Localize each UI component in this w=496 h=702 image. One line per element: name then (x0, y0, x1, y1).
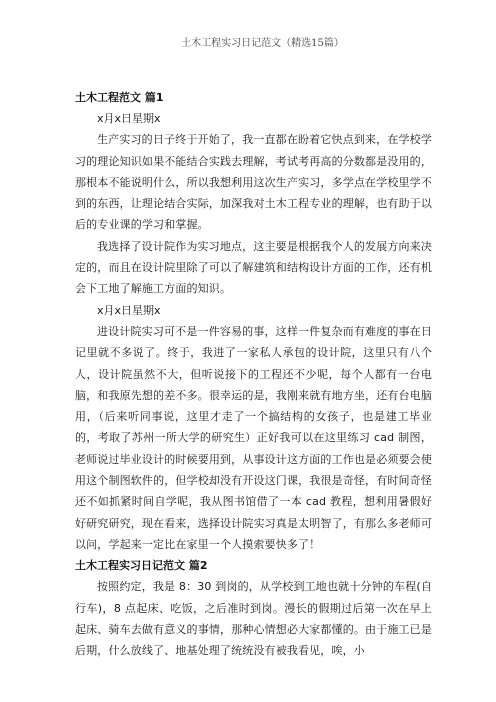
paragraph: 按照约定，我是 8：30 到岗的，从学校到工地也就十分钟的车程(自行车)，8 点起床、吃饭，之后准时到岗。漫长的假期过后第一次在早上起床、骑车去做有意义的事情，那种心情想必大家都懂的。由于施工已是后期，什么放线了、地基处理了统统没有被我看见，唉，小 (75, 580, 432, 658)
section-heading: 土木工程范文 篇1 (75, 91, 164, 104)
paragraph: 生产实习的日子终于开始了，我一直都在盼着它快点到来，在学校学习的理论知识如果不能结合实践去理解，考试考再高的分数都是没用的，那根本不能说明什么，所以我想利用这次生产实习，多学点在学校里学不到的东西，让理论结合实际，加深我对土木工程专业的理解，也有助于以后的专业课的学习和掌握。 (75, 133, 432, 232)
document-title: 土木工程实习日记范文（精选15篇） (181, 38, 344, 49)
section-1 (75, 87, 432, 555)
paragraph: 进设计院实习可不是一件容易的事，这样一件复杂而有难度的事在日记里就不多说了。终于，我进了一家私人承包的设计院，这里只有八个人，设计院虽然不大，但听说接下的工程还不少呢，每个人都有一台电脑，和我原先想的差不多。很幸运的是，我刚来就有地方坐，还有台电脑用，（后来听同事说，这里才走了一个搞结构的女孩子，也是建工毕业的，考取了苏州一所大学的研究生）正好我可以在这里练习 cad 制图，老师说过毕业设计的时候要用到，从事设计这方面的工作也是必须要会使用这个制图软件的，但学校却没有开设这门课，我很是奇怪，有时间奇怪还不如抓紧时间自学呢，我从图书馆借了一本 cad 教程，想利用暑假好好研究研究，现在看来，选择设计院实习真是太明智了，有那么多老师可以问，学起来一定比在家里一个人摸索要快多了！ (75, 324, 432, 551)
diary-date: x月x日星期x (97, 303, 161, 317)
diary-date: x月x日星期x (97, 112, 161, 125)
section-2 (75, 555, 432, 661)
paragraph: 我选择了设计院作为实习地点，这主要是根据我个人的发展方向来决定的，而且在设计院里除了可以了解建筑和结构设计方面的工作，还有机会下工地了解施工方面的知识。 (75, 239, 432, 296)
section-heading: 土木工程实习日记范文 篇2 (75, 559, 208, 573)
